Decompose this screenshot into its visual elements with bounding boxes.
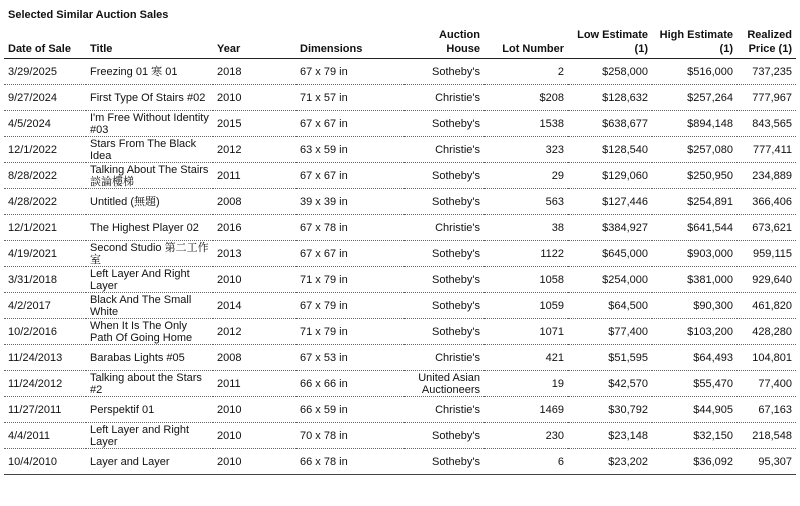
- cell-dimensions: 67 x 79 in: [296, 293, 404, 319]
- cell-auction-house: Sotheby's: [404, 111, 484, 137]
- auction-sales-table: [4, 25, 796, 475]
- cell-low-estimate: $128,632: [568, 85, 652, 111]
- table-row: [4, 59, 796, 85]
- cell-low-estimate: $51,595: [568, 345, 652, 371]
- cell-date: 12/1/2022: [4, 137, 86, 163]
- cell-low-estimate: $23,148: [568, 423, 652, 449]
- cell-low-estimate: $128,540: [568, 137, 652, 163]
- cell-low-estimate: $384,927: [568, 215, 652, 241]
- cell-realized-price: 673,621: [737, 215, 796, 241]
- table-row: [4, 449, 796, 475]
- cell-realized-price: 461,820: [737, 293, 796, 319]
- cell-auction-house: Sotheby's: [404, 293, 484, 319]
- cell-lot-number: 421: [484, 345, 568, 371]
- cell-title: First Type Of Stairs #02: [86, 85, 213, 111]
- table-row: [4, 241, 796, 267]
- cell-date: 4/19/2021: [4, 241, 86, 267]
- cell-lot-number: 1122: [484, 241, 568, 267]
- column-header-lot-number: Lot Number: [484, 25, 568, 59]
- cell-year: 2012: [213, 137, 296, 163]
- cell-realized-price: 104,801: [737, 345, 796, 371]
- table-row: [4, 215, 796, 241]
- cell-realized-price: 366,406: [737, 189, 796, 215]
- cell-lot-number: 19: [484, 371, 568, 397]
- table-row: [4, 85, 796, 111]
- cell-dimensions: 67 x 53 in: [296, 345, 404, 371]
- cell-date: 3/29/2025: [4, 59, 86, 85]
- table-row: [4, 397, 796, 423]
- cell-realized-price: 77,400: [737, 371, 796, 397]
- column-header-realized-price: Realized Price (1): [737, 25, 796, 59]
- cell-year: 2016: [213, 215, 296, 241]
- column-header-title: Title: [86, 25, 213, 59]
- cell-high-estimate: $250,950: [652, 163, 737, 189]
- cell-year: 2010: [213, 267, 296, 293]
- cell-lot-number: 29: [484, 163, 568, 189]
- column-header-high-estimate: High Estimate (1): [652, 25, 737, 59]
- cell-lot-number: $208: [484, 85, 568, 111]
- cell-low-estimate: $645,000: [568, 241, 652, 267]
- cell-dimensions: 63 x 59 in: [296, 137, 404, 163]
- cell-high-estimate: $257,264: [652, 85, 737, 111]
- table-row: [4, 137, 796, 163]
- cell-year: 2013: [213, 241, 296, 267]
- cell-year: 2014: [213, 293, 296, 319]
- cell-date: 8/28/2022: [4, 163, 86, 189]
- column-header-date: Date of Sale: [4, 25, 86, 59]
- table-row: [4, 345, 796, 371]
- cell-auction-house: Christie's: [404, 215, 484, 241]
- cell-low-estimate: $127,446: [568, 189, 652, 215]
- cell-auction-house: Sotheby's: [404, 423, 484, 449]
- cell-title: Freezing 01 寒 01: [86, 59, 213, 85]
- table-row: [4, 111, 796, 137]
- cell-title: I'm Free Without Identity #03: [86, 111, 213, 137]
- column-header-dimensions: Dimensions: [296, 25, 404, 59]
- cell-low-estimate: $42,570: [568, 371, 652, 397]
- cell-lot-number: 230: [484, 423, 568, 449]
- table-row: [4, 189, 796, 215]
- cell-dimensions: 66 x 66 in: [296, 371, 404, 397]
- cell-lot-number: 1059: [484, 293, 568, 319]
- cell-title: Left Layer And Right Layer: [86, 267, 213, 293]
- cell-dimensions: 67 x 79 in: [296, 59, 404, 85]
- cell-date: 10/2/2016: [4, 319, 86, 345]
- cell-year: 2012: [213, 319, 296, 345]
- cell-dimensions: 66 x 78 in: [296, 449, 404, 475]
- table-row: [4, 163, 796, 189]
- cell-dimensions: 67 x 67 in: [296, 241, 404, 267]
- column-header-low-estimate: Low Estimate (1): [568, 25, 652, 59]
- cell-high-estimate: $64,493: [652, 345, 737, 371]
- cell-year: 2011: [213, 371, 296, 397]
- cell-dimensions: 71 x 79 in: [296, 319, 404, 345]
- cell-dimensions: 39 x 39 in: [296, 189, 404, 215]
- cell-title: Barabas Lights #05: [86, 345, 213, 371]
- cell-title: Talking about the Stars #2: [86, 371, 213, 397]
- cell-high-estimate: $516,000: [652, 59, 737, 85]
- cell-high-estimate: $903,000: [652, 241, 737, 267]
- cell-realized-price: 218,548: [737, 423, 796, 449]
- cell-dimensions: 67 x 78 in: [296, 215, 404, 241]
- cell-auction-house: Christie's: [404, 345, 484, 371]
- table-row: [4, 423, 796, 449]
- cell-date: 11/27/2011: [4, 397, 86, 423]
- cell-year: 2008: [213, 345, 296, 371]
- cell-high-estimate: $44,905: [652, 397, 737, 423]
- cell-low-estimate: $30,792: [568, 397, 652, 423]
- cell-dimensions: 66 x 59 in: [296, 397, 404, 423]
- cell-realized-price: 843,565: [737, 111, 796, 137]
- cell-year: 2010: [213, 397, 296, 423]
- cell-high-estimate: $641,544: [652, 215, 737, 241]
- cell-lot-number: 6: [484, 449, 568, 475]
- cell-title: Black And The Small White: [86, 293, 213, 319]
- cell-low-estimate: $254,000: [568, 267, 652, 293]
- cell-high-estimate: $254,891: [652, 189, 737, 215]
- cell-date: 3/31/2018: [4, 267, 86, 293]
- cell-year: 2008: [213, 189, 296, 215]
- cell-lot-number: 1071: [484, 319, 568, 345]
- cell-low-estimate: $23,202: [568, 449, 652, 475]
- cell-auction-house: Christie's: [404, 397, 484, 423]
- cell-realized-price: 929,640: [737, 267, 796, 293]
- column-header-auction-house: Auction House: [404, 25, 484, 59]
- cell-low-estimate: $258,000: [568, 59, 652, 85]
- cell-lot-number: 38: [484, 215, 568, 241]
- cell-low-estimate: $64,500: [568, 293, 652, 319]
- cell-high-estimate: $103,200: [652, 319, 737, 345]
- cell-lot-number: 1469: [484, 397, 568, 423]
- cell-title: When It Is The Only Path Of Going Home: [86, 319, 213, 345]
- cell-dimensions: 71 x 57 in: [296, 85, 404, 111]
- cell-date: 11/24/2012: [4, 371, 86, 397]
- cell-year: 2010: [213, 449, 296, 475]
- cell-title: Second Studio 第二工作室: [86, 241, 213, 267]
- cell-low-estimate: $77,400: [568, 319, 652, 345]
- table-row: [4, 319, 796, 345]
- cell-realized-price: 67,163: [737, 397, 796, 423]
- cell-auction-house: Sotheby's: [404, 267, 484, 293]
- cell-date: 4/5/2024: [4, 111, 86, 137]
- cell-auction-house: Sotheby's: [404, 189, 484, 215]
- cell-high-estimate: $90,300: [652, 293, 737, 319]
- column-header-year: Year: [213, 25, 296, 59]
- page-title: Selected Similar Auction Sales: [8, 9, 169, 21]
- cell-realized-price: 234,889: [737, 163, 796, 189]
- cell-auction-house: Christie's: [404, 137, 484, 163]
- cell-date: 4/4/2011: [4, 423, 86, 449]
- cell-lot-number: 563: [484, 189, 568, 215]
- cell-title: Perspektif 01: [86, 397, 213, 423]
- table-row: [4, 293, 796, 319]
- cell-low-estimate: $129,060: [568, 163, 652, 189]
- cell-dimensions: 67 x 67 in: [296, 111, 404, 137]
- cell-realized-price: 95,307: [737, 449, 796, 475]
- cell-date: 11/24/2013: [4, 345, 86, 371]
- cell-title: Stars From The Black Idea: [86, 137, 213, 163]
- cell-auction-house: Sotheby's: [404, 449, 484, 475]
- cell-auction-house: United Asian Auctioneers: [404, 371, 484, 397]
- cell-low-estimate: $638,677: [568, 111, 652, 137]
- cell-title: The Highest Player 02: [86, 215, 213, 241]
- cell-realized-price: 959,115: [737, 241, 796, 267]
- table-header-row: [4, 25, 796, 59]
- cell-dimensions: 70 x 78 in: [296, 423, 404, 449]
- table-row: [4, 267, 796, 293]
- cell-year: 2010: [213, 85, 296, 111]
- cell-auction-house: Sotheby's: [404, 163, 484, 189]
- cell-high-estimate: $381,000: [652, 267, 737, 293]
- cell-lot-number: 323: [484, 137, 568, 163]
- cell-auction-house: Sotheby's: [404, 319, 484, 345]
- cell-title: Talking About The Stairs 談論樓梯: [86, 163, 213, 189]
- table-row: [4, 371, 796, 397]
- cell-realized-price: 428,280: [737, 319, 796, 345]
- cell-year: 2010: [213, 423, 296, 449]
- cell-auction-house: Sotheby's: [404, 59, 484, 85]
- cell-year: 2011: [213, 163, 296, 189]
- cell-title: Untitled (無題): [86, 189, 213, 215]
- cell-realized-price: 777,411: [737, 137, 796, 163]
- cell-date: 4/2/2017: [4, 293, 86, 319]
- cell-realized-price: 777,967: [737, 85, 796, 111]
- cell-year: 2015: [213, 111, 296, 137]
- cell-title: Left Layer and Right Layer: [86, 423, 213, 449]
- cell-high-estimate: $55,470: [652, 371, 737, 397]
- cell-lot-number: 2: [484, 59, 568, 85]
- cell-high-estimate: $257,080: [652, 137, 737, 163]
- cell-lot-number: 1058: [484, 267, 568, 293]
- cell-dimensions: 67 x 67 in: [296, 163, 404, 189]
- cell-date: 4/28/2022: [4, 189, 86, 215]
- cell-lot-number: 1538: [484, 111, 568, 137]
- cell-title: Layer and Layer: [86, 449, 213, 475]
- cell-auction-house: Sotheby's: [404, 241, 484, 267]
- cell-auction-house: Christie's: [404, 85, 484, 111]
- cell-year: 2018: [213, 59, 296, 85]
- cell-realized-price: 737,235: [737, 59, 796, 85]
- cell-high-estimate: $36,092: [652, 449, 737, 475]
- cell-date: 10/4/2010: [4, 449, 86, 475]
- cell-dimensions: 71 x 79 in: [296, 267, 404, 293]
- cell-high-estimate: $32,150: [652, 423, 737, 449]
- cell-high-estimate: $894,148: [652, 111, 737, 137]
- cell-date: 9/27/2024: [4, 85, 86, 111]
- cell-date: 12/1/2021: [4, 215, 86, 241]
